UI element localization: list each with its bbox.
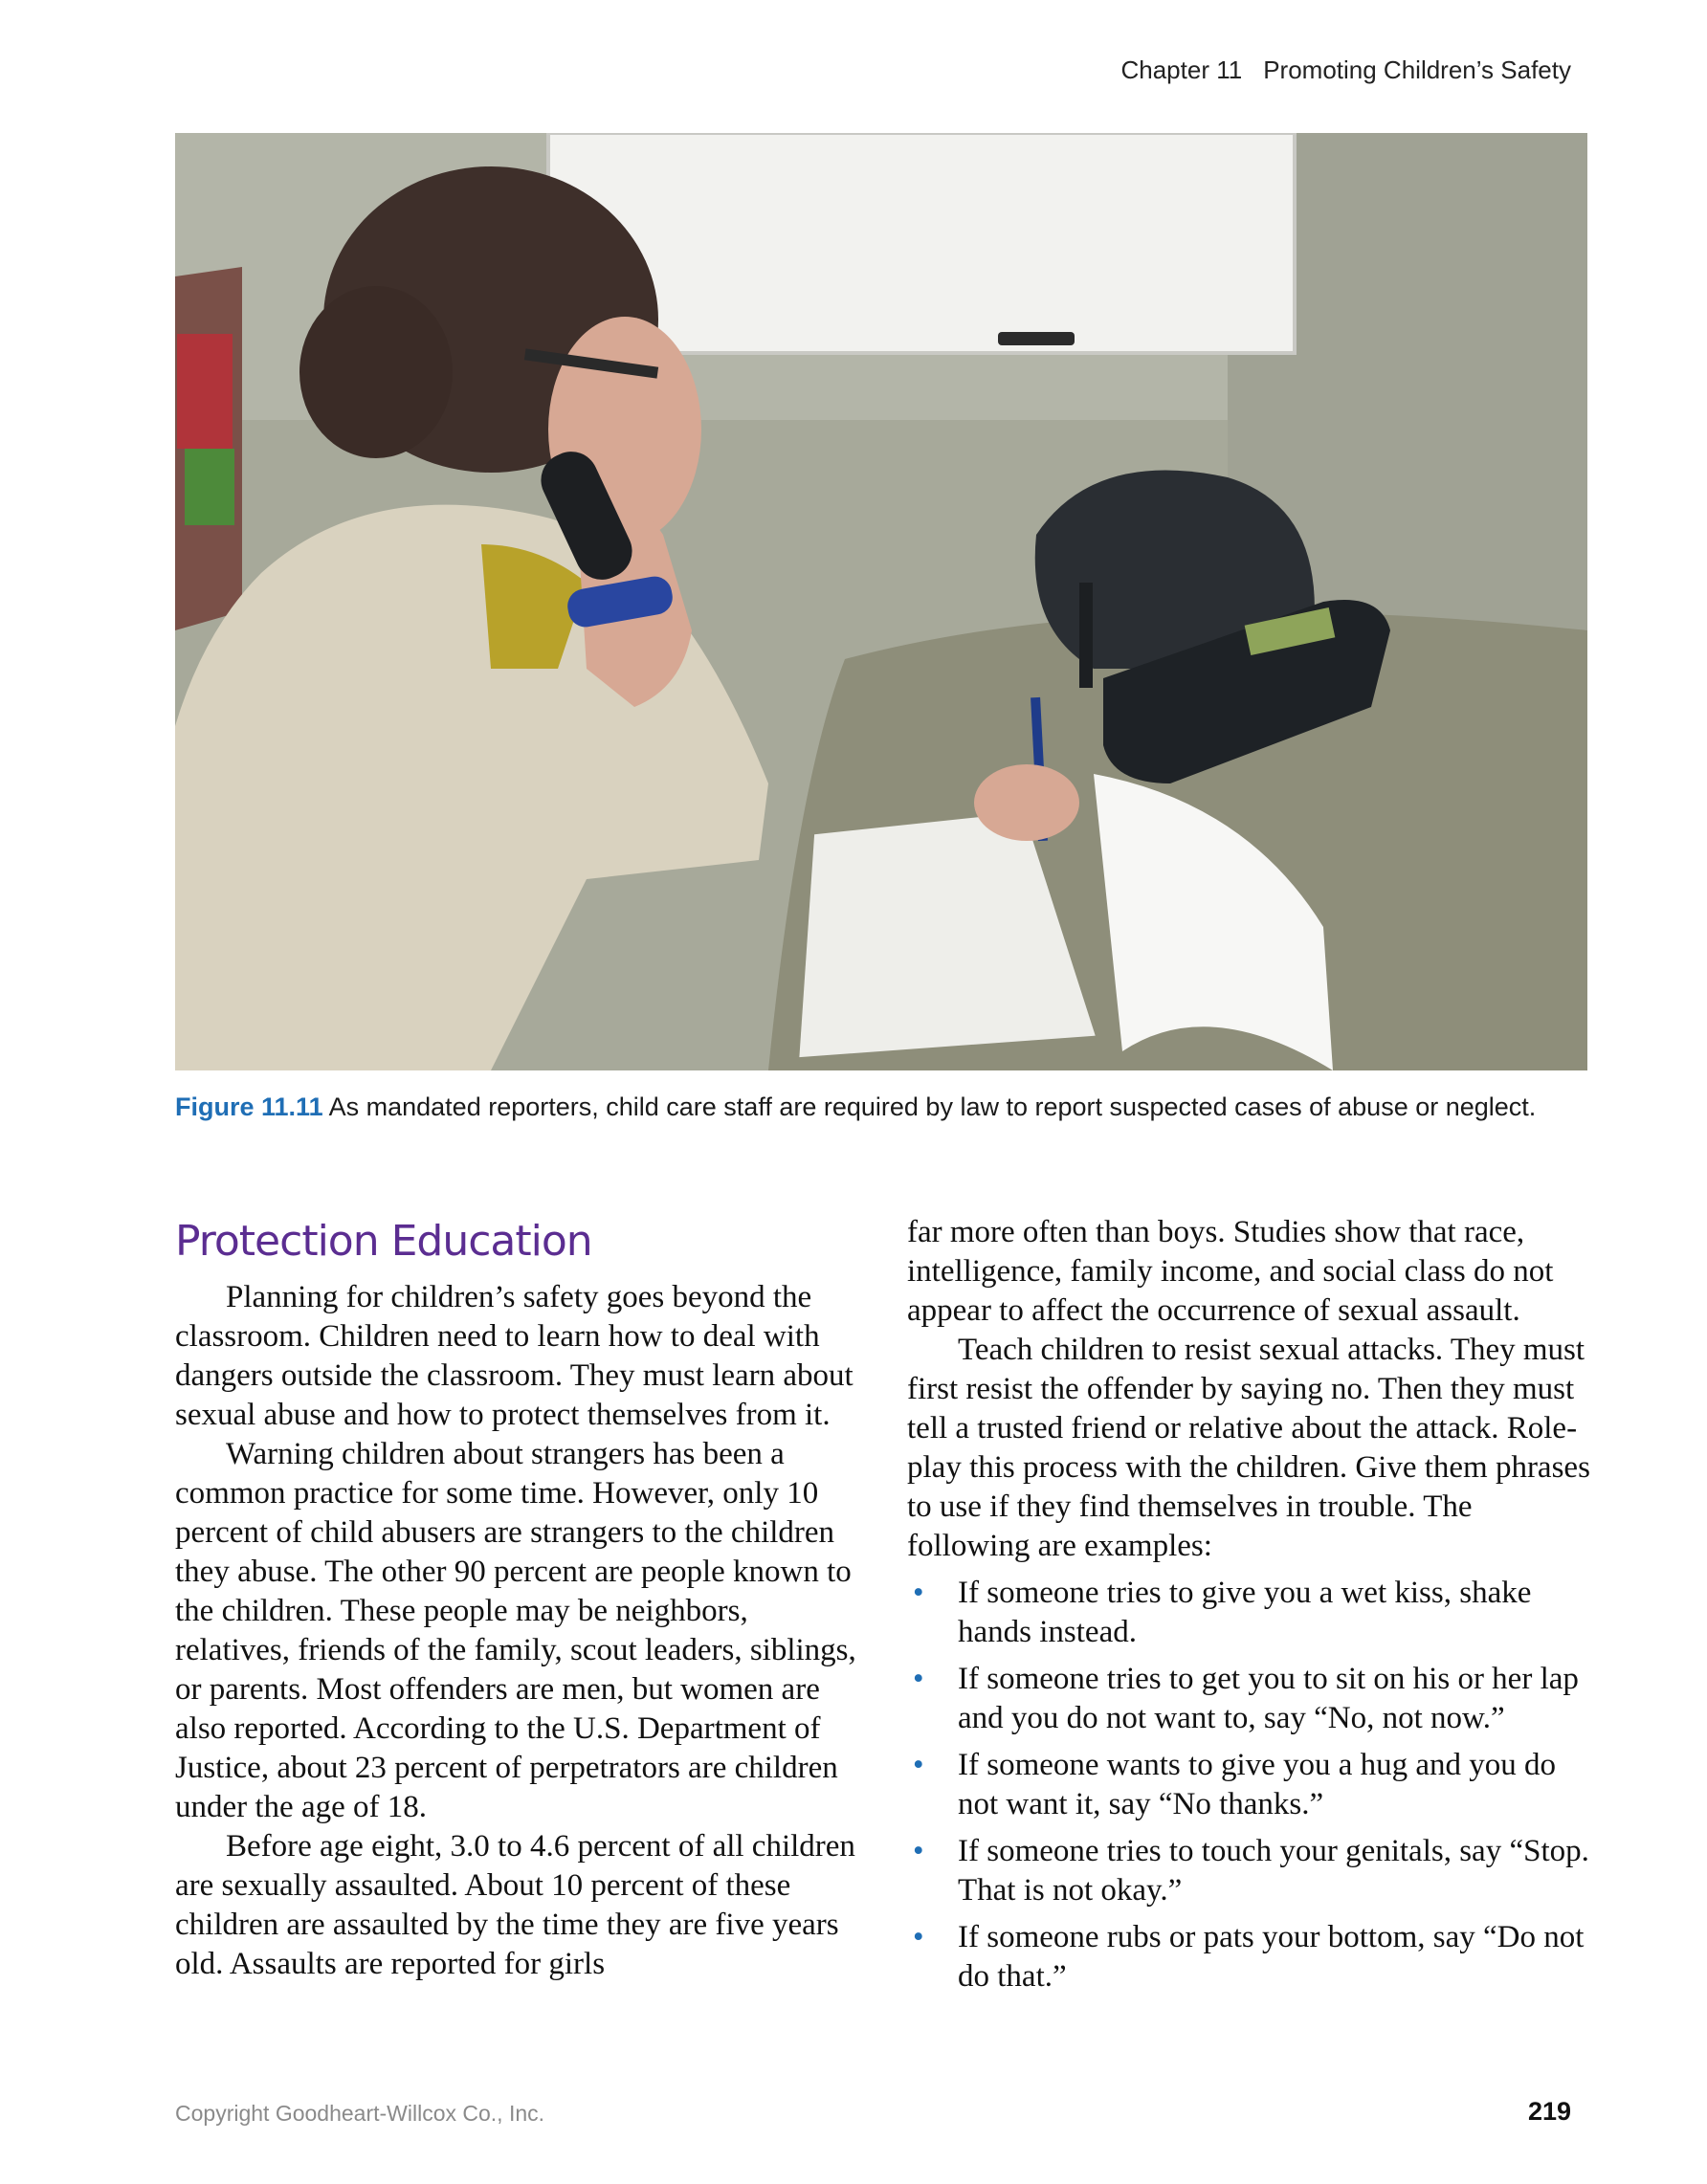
paragraph-4: Teach children to resist sexual attacks. They must first resist the offender by saying no. Then they must tell a trusted friend or relative about the attack. Role-play this process with the children. Give them phrases to use if they find themselves in trouble. The following are examples:	[907, 1333, 1590, 1563]
list-item-text: If someone tries to give you a wet kiss, shake hands instead.	[958, 1576, 1532, 1649]
list-item-text: If someone rubs or pats your bottom, say “Do not do that.”	[958, 1920, 1585, 1994]
chapter-title: Promoting Children’s Safety	[1263, 55, 1571, 84]
list-item	[907, 1918, 1591, 1996]
bullet-icon: •	[913, 1834, 924, 1868]
figure-photo	[175, 133, 1587, 1070]
bullet-icon: •	[913, 1920, 924, 1954]
running-head	[1120, 55, 1571, 85]
paragraph-3: Before age eight, 3.0 to 4.6 percent of all children are sexually assaulted. About 10 percent of these children are assaulted by the time they are five years old. Assaults are reported for girls	[175, 1829, 855, 1981]
list-item	[907, 1746, 1591, 1824]
examples-list	[907, 1574, 1591, 1996]
list-item	[907, 1574, 1591, 1652]
paragraph-3-continued: far more often than boys. Studies show that race, intelligence, family income, and social class do not appear to affect the occurrence of sexual assault.	[907, 1215, 1554, 1328]
list-item	[907, 1832, 1591, 1910]
figure-label: Figure 11.11	[175, 1092, 323, 1121]
right-column	[907, 1213, 1591, 1996]
paragraph-2: Warning children about strangers has been a common practice for some time. However, only 10 percent of child abusers are strangers to the children they abuse. The other 90 percent are people known to the children. These people may be neighbors, relatives, friends of the family, scout leaders, siblings, or parents. Most offenders are men, but women are also reported. According to the U.S. Department of Justice, about 23 percent of perpetrators are children under the age of 18.	[175, 1437, 856, 1824]
left-column	[175, 1213, 864, 1984]
list-item-text: If someone tries to touch your genitals, say “Stop. That is not okay.”	[958, 1834, 1589, 1908]
figure-caption	[175, 1089, 1587, 1125]
list-item-text: If someone tries to get you to sit on his or her lap and you do not want to, say “No, not now.”	[958, 1662, 1579, 1735]
chapter-number: Chapter 11	[1120, 55, 1243, 84]
list-item	[907, 1660, 1591, 1738]
figure-caption-text: As mandated reporters, child care staff are required by law to report suspected cases of abuse or neglect.	[322, 1092, 1537, 1121]
page-number: 219	[1527, 2097, 1571, 2126]
bullet-icon: •	[913, 1748, 924, 1782]
photo-illustration	[175, 133, 1587, 1070]
paragraph-1: Planning for children’s safety goes beyond the classroom. Children need to learn how to deal with dangers outside the classroom. They must learn about sexual abuse and how to protect themselves from it.	[175, 1280, 854, 1432]
bullet-icon: •	[913, 1662, 924, 1696]
list-item-text: If someone wants to give you a hug and you do not want it, say “No thanks.”	[958, 1748, 1557, 1821]
bullet-icon: •	[913, 1576, 924, 1610]
copyright-notice: Copyright Goodheart-Willcox Co., Inc.	[175, 2101, 545, 2126]
section-title: Protection Education	[175, 1217, 592, 1266]
